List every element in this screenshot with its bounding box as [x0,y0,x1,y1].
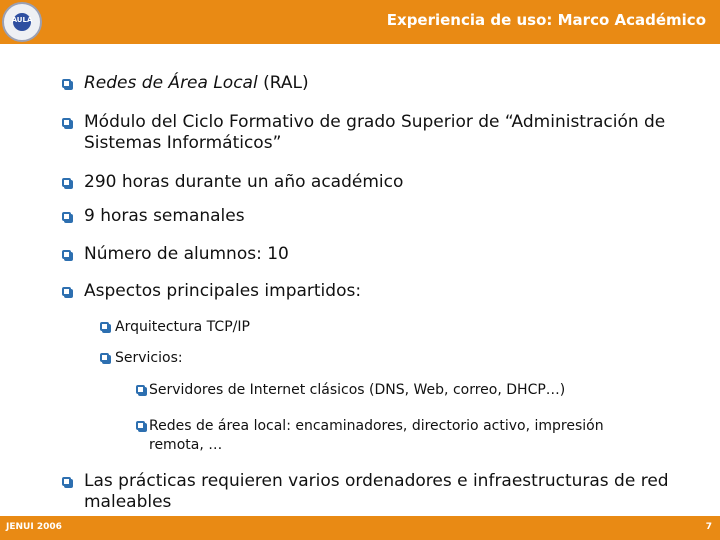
square-bullet-icon [62,287,71,296]
square-bullet-icon [136,385,145,394]
header-bar [0,0,720,44]
square-bullet-icon [136,421,145,430]
aula-logo-icon: AULA [2,2,42,42]
square-bullet-icon [62,178,71,187]
subsub-item-servidores [136,381,565,400]
item-text-line2: maleables [84,492,172,512]
subsub-item-text-line1: Redes de área local: encaminadores, directorio activo, impresión [149,418,604,434]
list-item-practicas [62,471,669,513]
item-text: 9 horas semanales [84,206,245,226]
item-text-line1: Las prácticas requieren varios ordenadores e infraestructuras de red [84,471,669,491]
footer-conference: JENUI 2006 [6,522,62,532]
square-bullet-icon [100,322,109,331]
item-text: (RAL) [257,73,309,93]
list-item-modulo [62,112,665,154]
item-text: Número de alumnos: 10 [84,244,289,264]
square-bullet-icon [62,477,71,486]
item-text-line2: Sistemas Informáticos” [84,133,282,153]
square-bullet-icon [62,118,71,127]
slide-title: Experiencia de uso: Marco Académico [386,11,706,29]
page-number: 7 [705,522,712,532]
list-item-semanales [62,206,245,227]
item-text: 290 horas durante un año académico [84,172,404,192]
sub-item-servicios [100,349,183,367]
list-item-aspectos [62,281,361,302]
item-italic-text: Redes de Área Local [84,73,258,93]
square-bullet-icon [62,250,71,259]
list-item-horas [62,172,403,193]
footer-bar [0,516,720,540]
subsub-item-text: Servidores de Internet clásicos (DNS, Web, correo, DHCP…) [149,382,566,398]
item-text-line1: Módulo del Ciclo Formativo de grado Superior de “Administración de [84,112,666,132]
item-text: Aspectos principales impartidos: [84,281,362,301]
subsub-item-text-line2: remota, … [149,437,223,453]
subsub-item-redes [136,417,604,455]
sub-item-tcpip [100,318,250,336]
square-bullet-icon [62,212,71,221]
square-bullet-icon [100,353,109,362]
square-bullet-icon [62,79,71,88]
list-item-alumnos [62,244,289,265]
sub-item-text: Arquitectura TCP/IP [115,319,250,335]
sub-item-text: Servicios: [115,350,183,366]
list-item-ral [62,73,309,94]
